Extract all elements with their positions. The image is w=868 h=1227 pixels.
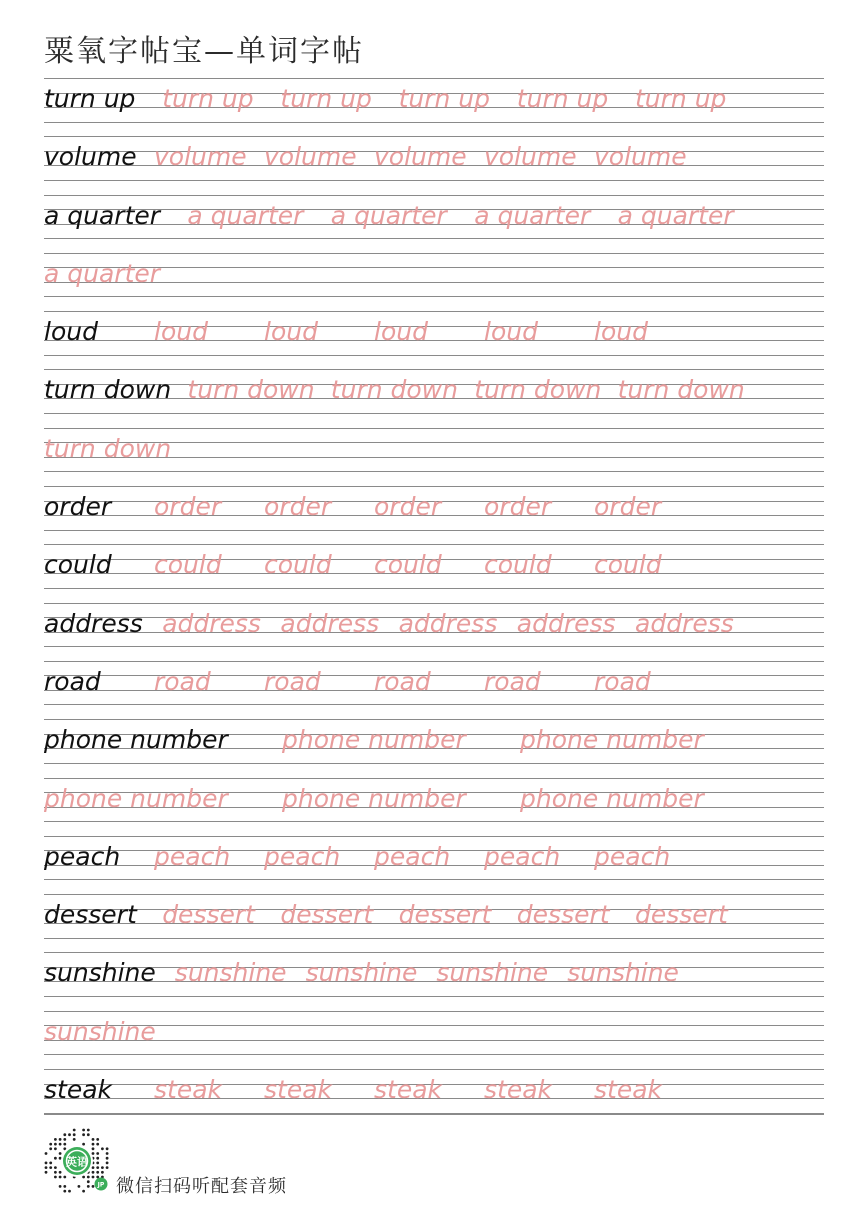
word-trace: turn up xyxy=(516,84,609,113)
word-main: address xyxy=(44,608,143,638)
word-main: turn down xyxy=(44,375,172,405)
guide-line xyxy=(44,180,824,181)
practice-row xyxy=(44,894,824,952)
guide-line xyxy=(44,938,824,939)
word-trace: a quarter xyxy=(330,200,447,230)
practice-row xyxy=(44,195,824,253)
guide-line xyxy=(44,836,824,837)
word-trace: volume xyxy=(154,142,247,172)
word-main: peach xyxy=(44,841,121,871)
qr-badge-sub: JP xyxy=(97,1181,105,1189)
practice-row xyxy=(44,253,824,311)
word-trace: steak xyxy=(594,1075,663,1105)
word-trace: order xyxy=(484,492,552,522)
guide-line xyxy=(44,996,824,997)
guide-line xyxy=(44,311,824,312)
word-trace: address xyxy=(398,608,498,638)
word-trace: peach xyxy=(594,841,671,871)
word-trace: a quarter xyxy=(44,258,161,288)
word-trace: loud xyxy=(154,317,208,347)
guide-line xyxy=(44,78,824,79)
word-trace: sunshine xyxy=(567,958,679,988)
word-trace: turn down xyxy=(44,433,172,463)
guide-line xyxy=(44,122,824,123)
practice-row xyxy=(44,603,824,661)
word-trace: phone number xyxy=(44,783,228,813)
practice-row xyxy=(44,136,824,194)
word-trace: dessert xyxy=(398,900,492,930)
word-main: dessert xyxy=(44,900,137,930)
word-trace: order xyxy=(154,492,222,522)
guide-line xyxy=(44,704,824,705)
practice-row xyxy=(44,719,824,777)
word-trace: turn down xyxy=(617,375,745,405)
word-trace: turn down xyxy=(187,375,315,405)
guide-line xyxy=(44,253,824,254)
word-trace: loud xyxy=(264,317,318,347)
guide-line xyxy=(44,967,824,968)
word-trace: loud xyxy=(484,317,538,347)
word-trace: order xyxy=(594,492,662,522)
practice-row xyxy=(44,836,824,894)
word-trace: peach xyxy=(264,841,341,871)
practice-row xyxy=(44,78,824,136)
qr-code-icon[interactable] xyxy=(42,1126,112,1196)
word-trace: volume xyxy=(374,142,467,172)
word-trace: turn up xyxy=(162,84,254,113)
practice-row xyxy=(44,486,824,544)
word-main: loud xyxy=(44,317,98,347)
word-trace: sunshine xyxy=(436,958,549,988)
word-trace: could xyxy=(154,550,222,580)
guide-line xyxy=(44,1011,824,1012)
guide-line xyxy=(44,282,824,283)
guide-line xyxy=(44,296,824,297)
guide-line xyxy=(44,355,824,356)
guide-line-bottom xyxy=(44,1114,824,1115)
practice-row xyxy=(44,778,824,836)
word-main: turn up xyxy=(44,84,136,113)
word-main: a quarter xyxy=(44,200,161,230)
word-trace: address xyxy=(280,608,380,638)
word-trace: turn up xyxy=(635,84,727,113)
word-trace: sunshine xyxy=(305,958,418,988)
word-trace: could xyxy=(374,550,442,580)
word-trace: loud xyxy=(374,317,428,347)
practice-row xyxy=(44,544,824,602)
practice-row xyxy=(44,311,824,369)
qr-badge-text: 英语 xyxy=(66,1155,88,1169)
guide-line xyxy=(44,369,824,370)
word-trace: phone number xyxy=(520,783,704,813)
guide-line xyxy=(44,603,824,604)
word-main: road xyxy=(44,666,101,696)
word-trace: road xyxy=(264,666,321,696)
guide-line xyxy=(44,1025,824,1026)
word-trace: steak xyxy=(264,1075,333,1105)
guide-line xyxy=(44,719,824,720)
practice-row xyxy=(44,661,824,719)
word-trace: volume xyxy=(264,142,357,172)
guide-line xyxy=(44,952,824,953)
guide-line xyxy=(44,486,824,487)
word-main: phone number xyxy=(44,725,228,755)
guide-line xyxy=(44,879,824,880)
guide-line xyxy=(44,195,824,196)
guide-line xyxy=(44,1054,824,1055)
word-trace: peach xyxy=(484,841,561,871)
practice-sheet xyxy=(44,78,824,1127)
word-trace: turn up xyxy=(280,84,372,113)
word-trace: road xyxy=(374,666,431,696)
word-main: steak xyxy=(44,1075,113,1105)
guide-line xyxy=(44,471,824,472)
guide-line xyxy=(44,661,824,662)
word-trace: address xyxy=(516,608,616,638)
word-trace: loud xyxy=(594,317,648,347)
guide-line xyxy=(44,821,824,822)
guide-line xyxy=(44,530,824,531)
word-trace: phone number xyxy=(282,783,466,813)
practice-row xyxy=(44,1069,824,1127)
word-trace: phone number xyxy=(520,725,704,755)
word-trace: peach xyxy=(374,841,451,871)
word-trace: steak xyxy=(374,1075,443,1105)
word-main: sunshine xyxy=(44,958,156,988)
word-trace: road xyxy=(484,666,541,696)
word-trace: turn down xyxy=(330,375,458,405)
guide-line xyxy=(44,544,824,545)
word-trace: volume xyxy=(594,142,687,172)
word-trace: sunshine xyxy=(44,1016,156,1046)
word-trace: address xyxy=(635,608,734,638)
word-main: volume xyxy=(44,142,137,172)
word-trace: order xyxy=(264,492,332,522)
word-trace: steak xyxy=(484,1075,553,1105)
word-trace: dessert xyxy=(516,900,610,930)
word-trace: could xyxy=(594,550,662,580)
guide-line xyxy=(44,238,824,239)
word-trace: a quarter xyxy=(617,200,734,230)
word-trace: peach xyxy=(154,841,231,871)
word-trace: phone number xyxy=(282,725,466,755)
word-trace: a quarter xyxy=(474,200,591,230)
guide-line xyxy=(44,646,824,647)
guide-line xyxy=(44,763,824,764)
word-trace: turn down xyxy=(474,375,602,405)
word-trace: could xyxy=(264,550,332,580)
word-trace: volume xyxy=(484,142,577,172)
guide-line xyxy=(44,136,824,137)
practice-row xyxy=(44,952,824,1010)
page-title: 粟氧字帖宝—单词字帖 xyxy=(44,34,364,69)
footer xyxy=(40,1126,400,1198)
guide-line xyxy=(44,267,824,268)
word-trace: road xyxy=(594,666,651,696)
guide-line xyxy=(44,1069,824,1070)
word-main: could xyxy=(44,550,112,580)
guide-line xyxy=(44,428,824,429)
word-trace: road xyxy=(154,666,211,696)
word-trace: dessert xyxy=(162,900,255,930)
guide-line xyxy=(44,894,824,895)
guide-line xyxy=(44,413,824,414)
word-trace: turn up xyxy=(398,84,491,113)
word-trace: dessert xyxy=(280,900,374,930)
word-trace: sunshine xyxy=(174,958,287,988)
guide-line xyxy=(44,1040,824,1041)
word-trace: dessert xyxy=(635,900,728,930)
word-trace: could xyxy=(484,550,552,580)
word-main: order xyxy=(44,492,112,522)
guide-line xyxy=(44,778,824,779)
word-trace: a quarter xyxy=(187,200,304,230)
word-trace: steak xyxy=(154,1075,223,1105)
practice-row xyxy=(44,1011,824,1069)
word-trace: order xyxy=(374,492,442,522)
word-trace: address xyxy=(162,608,261,638)
practice-row xyxy=(44,428,824,486)
footer-caption: 微信扫码听配套音频 xyxy=(116,1176,287,1197)
practice-row xyxy=(44,369,824,427)
guide-line xyxy=(44,981,824,982)
guide-line xyxy=(44,588,824,589)
